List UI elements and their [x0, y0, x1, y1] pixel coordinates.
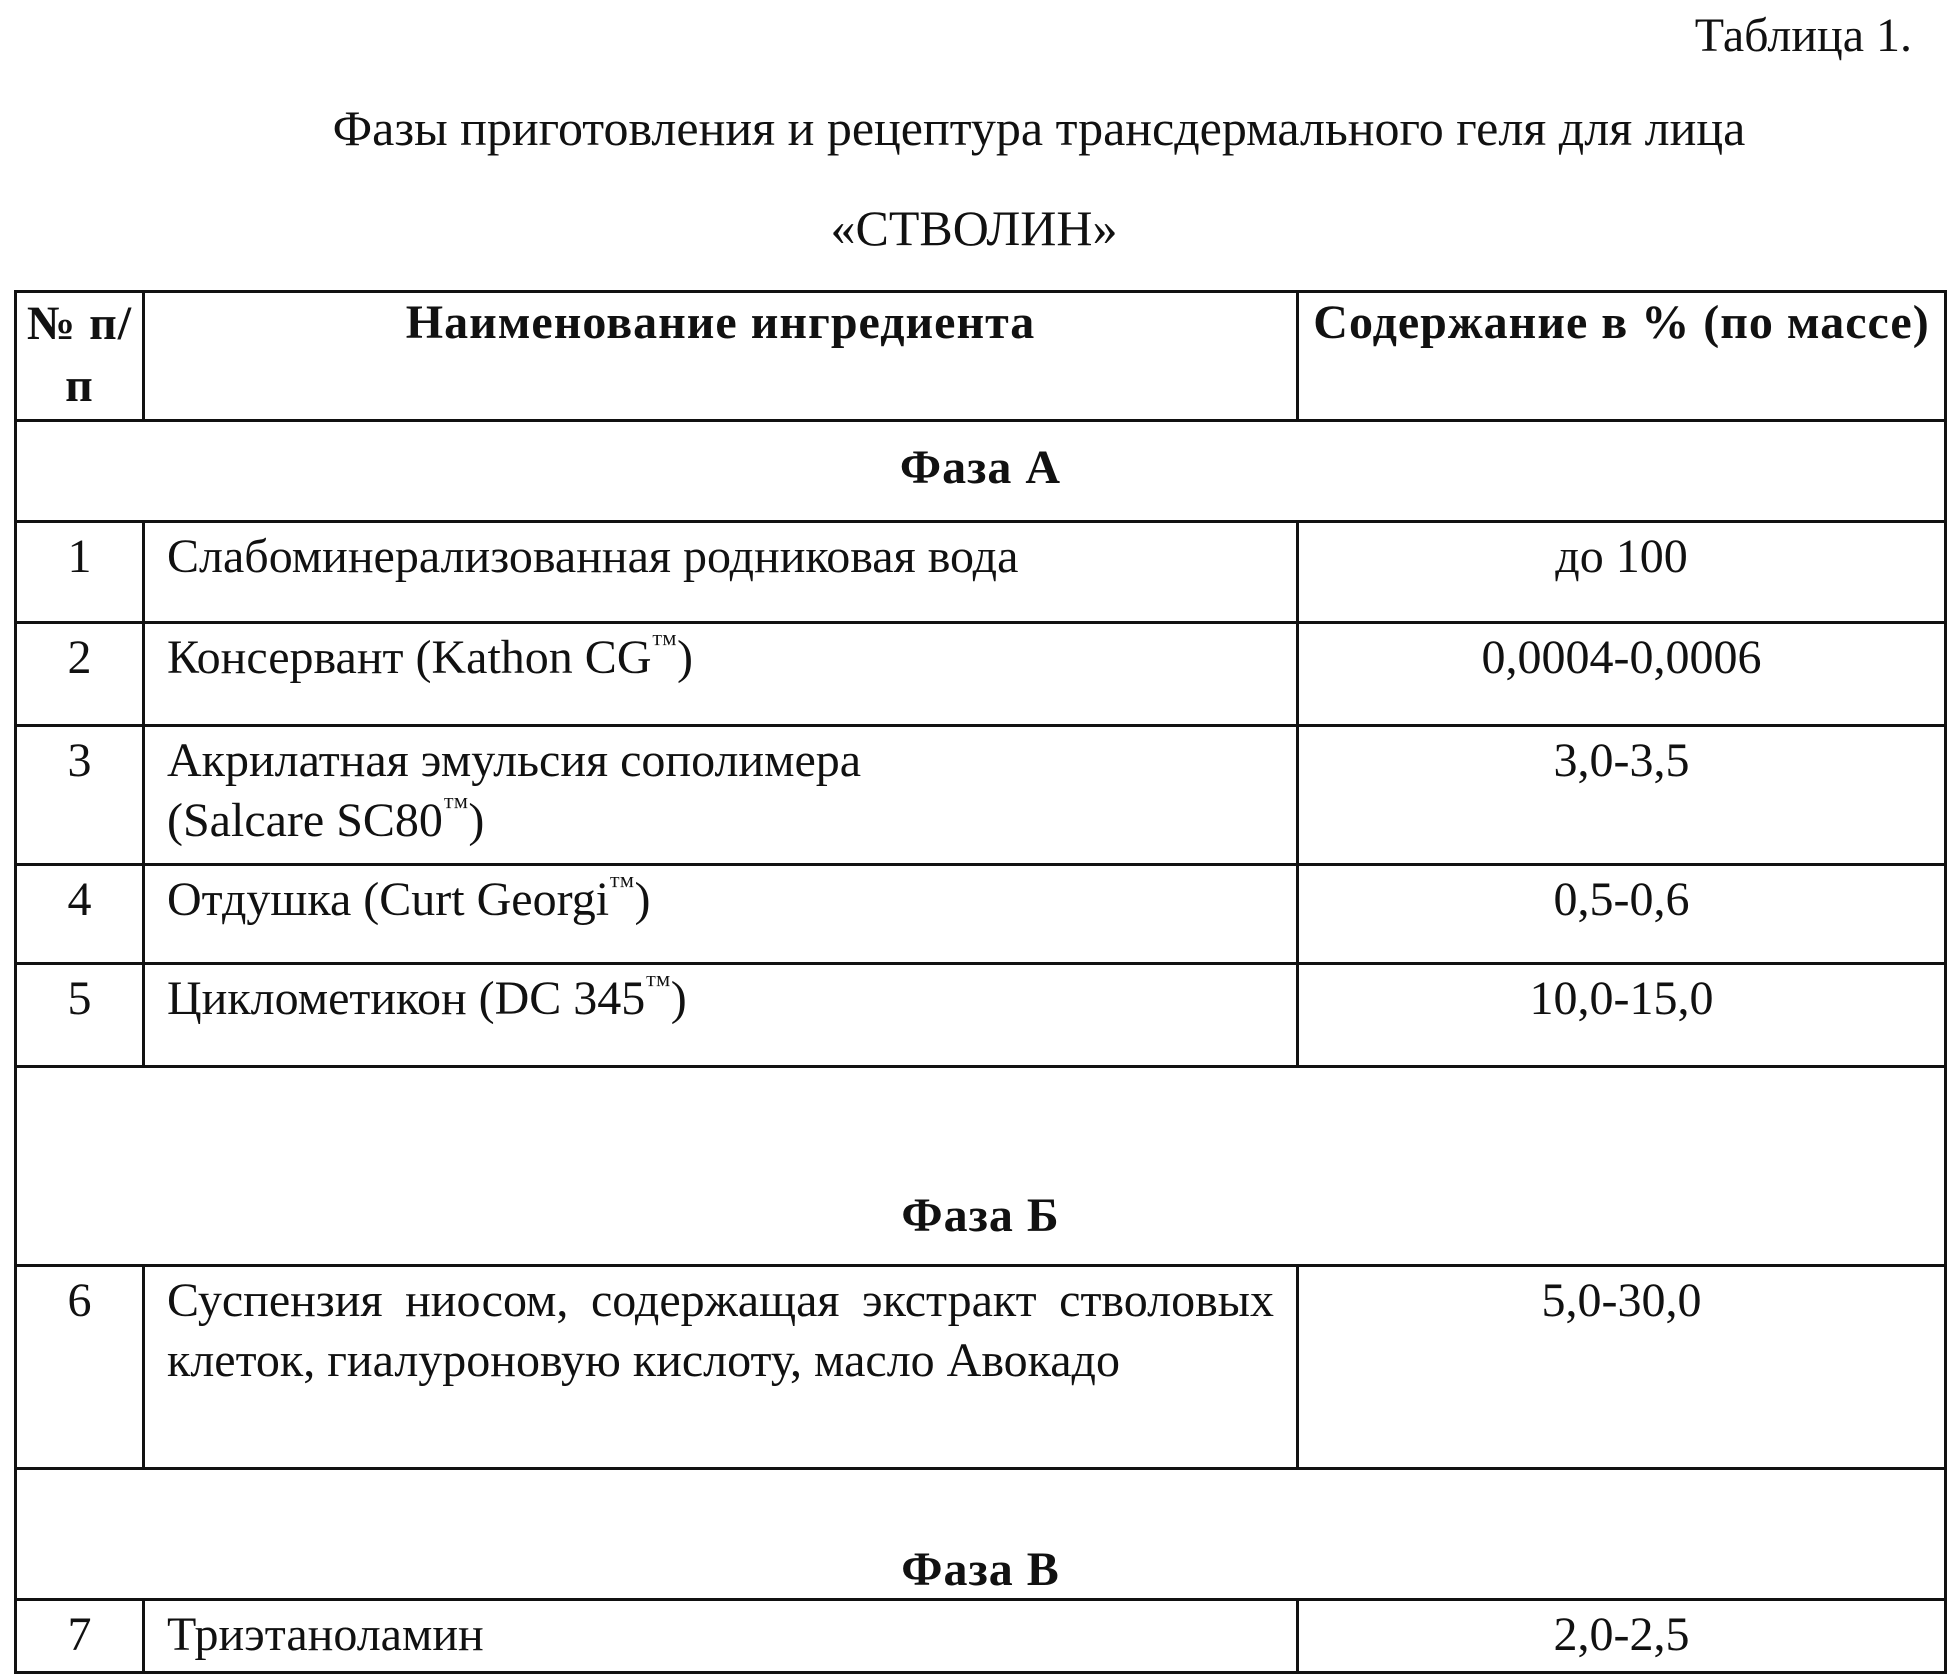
- row-number: 4: [16, 865, 144, 964]
- table-number: Таблица 1.: [1694, 9, 1912, 62]
- row-number: 5: [16, 964, 144, 1067]
- phase-a-row: [16, 421, 1946, 522]
- ingredient-name-text: Циклометикон (DC 345: [167, 972, 646, 1025]
- ingredient-name: Суспензия ниосом, содержащая экстракт стволовых клеток, гиалуроновую кислоту, масло Авокадо: [144, 1266, 1298, 1469]
- ingredient-content: 0,0004-0,0006: [1298, 623, 1946, 726]
- phase-b-label: Фаза Б: [901, 1189, 1060, 1242]
- ingredient-name: [144, 623, 1298, 726]
- close-paren: ): [676, 631, 693, 684]
- table-row: [16, 964, 1946, 1067]
- ingredient-name-text: Отдушка (Curt Georgi: [167, 873, 610, 926]
- ingredient-content: 2,0-2,5: [1298, 1600, 1946, 1673]
- table-row: [16, 1600, 1946, 1673]
- phase-c-row: [16, 1469, 1946, 1600]
- phase-a-label: Фаза А: [899, 441, 1062, 494]
- ingredient-content: 10,0-15,0: [1298, 964, 1946, 1067]
- close-paren: ): [468, 794, 485, 847]
- ingredient-name: Слабоминерализованная родниковая вода: [144, 522, 1298, 623]
- ingredient-name-text: Акрилатная эмульсия сополимера (Salcare SC80: [167, 734, 862, 847]
- ingredient-content: до 100: [1298, 522, 1946, 623]
- trademark-mark: ™: [442, 792, 469, 821]
- phase-c-label: Фаза В: [901, 1543, 1060, 1596]
- trademark-mark: ™: [609, 871, 635, 900]
- ingredient-name-text: Консервант (Kathon CG: [167, 631, 652, 684]
- recipe-table: [14, 290, 1947, 1674]
- ingredient-name: [144, 865, 1298, 964]
- close-paren: ): [670, 972, 687, 1025]
- row-number: 6: [16, 1266, 144, 1469]
- phase-label: [16, 1067, 1946, 1266]
- table-row: [16, 623, 1946, 726]
- phase-label: [16, 421, 1946, 522]
- trademark-mark: ™: [645, 970, 671, 999]
- ingredient-name: [144, 964, 1298, 1067]
- header-row: [16, 292, 1946, 421]
- row-number: 7: [16, 1600, 144, 1673]
- table-row: [16, 865, 1946, 964]
- row-number: 3: [16, 726, 144, 865]
- trademark-mark: ™: [651, 629, 677, 658]
- ingredient-content: 3,0-3,5: [1298, 726, 1946, 865]
- table-row: [16, 522, 1946, 623]
- header-content-percent: Содержание в % (по массе): [1298, 292, 1946, 421]
- phase-b-row: [16, 1067, 1946, 1266]
- header-number: № п/п: [16, 292, 144, 421]
- ingredient-content: 0,5-0,6: [1298, 865, 1946, 964]
- table-title-line-1: Фазы приготовления и рецептура трансдермального геля для лица: [332, 100, 1746, 156]
- table-row: [16, 726, 1946, 865]
- phase-label: [16, 1469, 1946, 1600]
- row-number: 1: [16, 522, 144, 623]
- ingredient-name: [144, 726, 1298, 865]
- close-paren: ): [634, 873, 651, 926]
- table-title-line-2: «СТВОЛИН»: [830, 200, 1118, 256]
- ingredient-name: Триэтаноламин: [144, 1600, 1298, 1673]
- header-ingredient-name: Наименование ингредиента: [144, 292, 1298, 421]
- ingredient-content: 5,0-30,0: [1298, 1266, 1946, 1469]
- row-number: 2: [16, 623, 144, 726]
- table-row: [16, 1266, 1946, 1469]
